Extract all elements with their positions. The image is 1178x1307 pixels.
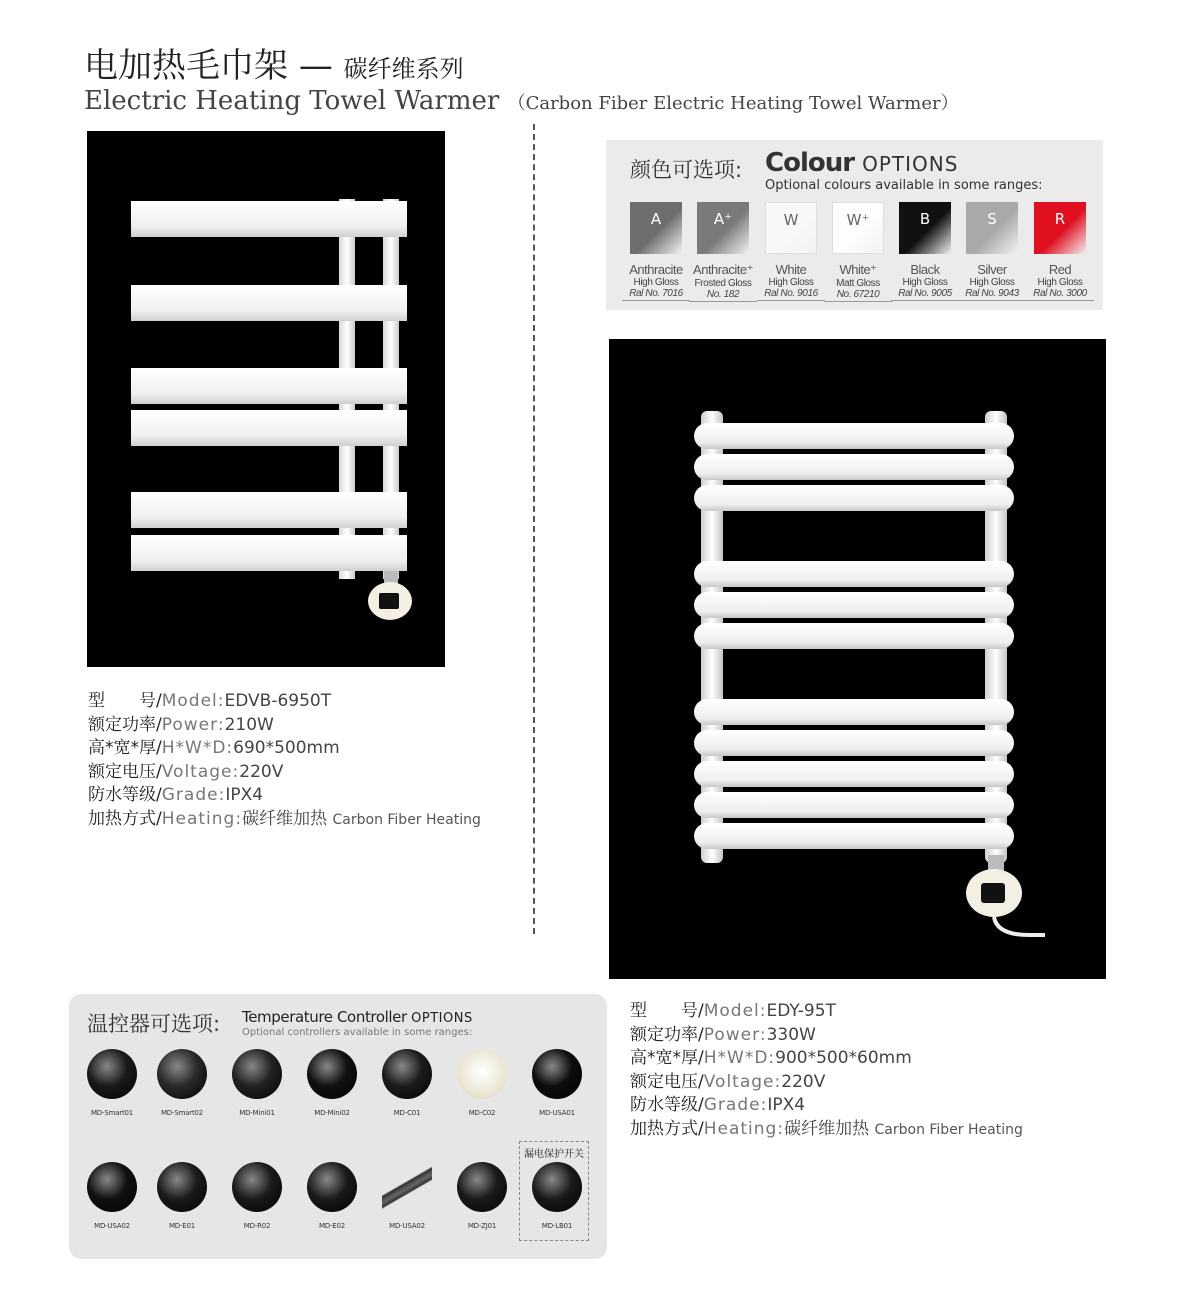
swatch-caption <box>891 262 959 301</box>
controller-label: MD-Smart02 <box>160 1109 204 1117</box>
swatch-finish: High Gloss <box>633 277 679 288</box>
spec-row <box>88 784 481 808</box>
towel-warmer-ladder-image <box>87 131 445 667</box>
towel-rail <box>694 730 1014 756</box>
spec-row <box>630 1047 1023 1071</box>
rod-heater-icon <box>382 1162 432 1212</box>
spec-label-cn: 防水等级/ <box>88 785 162 806</box>
controller-note: Optional controllers available in some ranges: <box>242 1027 473 1038</box>
controller-option[interactable] <box>154 1049 210 1117</box>
cable-coil-icon <box>457 1162 507 1212</box>
controller-label: MD-Smart01 <box>90 1109 134 1117</box>
swatch-caption <box>1026 262 1094 301</box>
towel-rail <box>694 485 1014 511</box>
spec-label-cn: 高*宽*厚/ <box>630 1048 704 1069</box>
spec-value-extra: Carbon Fiber Heating <box>874 1121 1023 1138</box>
page-title-en <box>84 86 959 116</box>
colour-heading-en <box>765 148 958 178</box>
spec-row <box>88 690 481 714</box>
usa-controller-icon <box>87 1162 137 1212</box>
colour-options-panel <box>606 140 1103 310</box>
controller-label: MD-USA02 <box>94 1222 130 1230</box>
controller-option[interactable] <box>229 1162 285 1230</box>
mini-display-icon <box>307 1049 357 1099</box>
controller-label: MD-Mini01 <box>239 1109 275 1117</box>
spec-label-cn: 加热方式/ <box>630 1118 704 1139</box>
spec-value: 220V <box>239 761 284 782</box>
colour-swatch[interactable] <box>832 202 884 254</box>
leakage-switch-title: 漏电保护开关 <box>524 1149 584 1160</box>
spec-separator: : <box>759 1024 767 1045</box>
swatch-letter: A⁺ <box>713 210 733 228</box>
spec-label-cn: 型 号/ <box>630 1001 704 1021</box>
spec-row <box>630 1024 1023 1048</box>
controller-heading-options: OPTIONS <box>411 1011 473 1026</box>
swatch-code: Ral No. 9005 <box>891 288 959 301</box>
smart-dial-icon <box>157 1049 207 1099</box>
title-main-en: Electric Heating Towel Warmer <box>84 86 500 116</box>
colour-swatch[interactable] <box>1034 202 1086 254</box>
controller-label: MD-LB01 <box>541 1222 573 1230</box>
spec-row <box>630 1071 1023 1095</box>
swatch-caption <box>757 262 825 301</box>
towel-rail <box>694 454 1014 480</box>
spec-value: EDY-95T <box>766 1001 836 1021</box>
colour-heading-word: Colour <box>765 148 855 178</box>
controller-option[interactable] <box>154 1162 210 1230</box>
swatch-caption <box>824 262 892 302</box>
spec-label-cn: 额定电压/ <box>630 1071 704 1092</box>
controller-option[interactable] <box>84 1049 140 1117</box>
spec-separator: : <box>760 1095 768 1116</box>
spec-separator: : <box>759 1001 767 1021</box>
spec-label-en: Heating <box>703 1118 778 1139</box>
spec-value: 330W <box>766 1024 816 1045</box>
controller-label: MD-C02 <box>468 1109 496 1117</box>
swatch-caption <box>689 262 757 302</box>
specs-list-product1 <box>88 690 481 833</box>
swatch-letter: R <box>1054 210 1066 228</box>
controller-label: MD-USA02 <box>389 1222 425 1230</box>
spec-value: 220V <box>781 1071 826 1092</box>
controller-option[interactable] <box>529 1049 585 1117</box>
colour-heading-options: OPTIONS <box>862 152 959 176</box>
swatch-letter: B <box>919 210 931 228</box>
title-series-cn: 碳纤维系列 <box>343 55 464 83</box>
controller-label: MD-E01 <box>168 1222 196 1230</box>
swatch-finish: Matt Gloss <box>836 278 880 289</box>
swatch-caption <box>958 262 1026 301</box>
page-title-cn <box>84 38 464 87</box>
spec-label-en: Grade <box>703 1095 761 1116</box>
spec-value-extra: Carbon Fiber Heating <box>332 811 481 828</box>
swatch-name: White <box>775 262 807 277</box>
swatch-code: Ral No. 7016 <box>622 288 690 301</box>
controller-option[interactable] <box>304 1049 360 1117</box>
controller-heading-cn: 温控器可选项: <box>87 1012 221 1036</box>
oval-plug-icon <box>157 1162 207 1212</box>
spec-value: 900*500*60mm <box>775 1048 912 1069</box>
spec-row <box>88 737 481 761</box>
spec-separator: : <box>774 1071 782 1092</box>
spec-value: IPX4 <box>767 1095 806 1116</box>
spec-separator: : <box>226 738 234 759</box>
smart-dial-icon <box>87 1049 137 1099</box>
towel-rail <box>694 699 1014 725</box>
swatch-finish: High Gloss <box>1037 277 1083 288</box>
spec-row <box>630 1000 1023 1024</box>
spec-label-cn: 防水等级/ <box>630 1095 704 1116</box>
swatch-letter: S <box>987 210 997 228</box>
colour-swatch[interactable] <box>899 202 951 254</box>
spec-value: 碳纤维加热 <box>242 808 328 829</box>
swatch-finish: High Gloss <box>768 277 814 288</box>
controller-label: MD-C01 <box>393 1109 421 1117</box>
controller-label: MD-Mini02 <box>314 1109 350 1117</box>
lcd-controller-icon <box>232 1162 282 1212</box>
controller-label: MD-E02 <box>318 1222 346 1230</box>
swatch-name: Red <box>1048 262 1072 277</box>
spec-value: IPX4 <box>225 785 264 806</box>
swatch-code: No. 182 <box>689 289 757 302</box>
usa-controller-icon <box>532 1049 582 1099</box>
mini-display-icon <box>232 1049 282 1099</box>
leakage-switch-icon <box>532 1162 582 1212</box>
swatch-code: Ral No. 9043 <box>958 288 1026 301</box>
spec-value: 690*500mm <box>233 738 340 759</box>
spec-label-en: H*W*D <box>703 1048 769 1069</box>
swatch-caption <box>622 262 690 301</box>
controller-label: MD-R02 <box>243 1222 271 1230</box>
colour-swatch[interactable] <box>966 202 1018 254</box>
spec-row <box>630 1094 1023 1118</box>
colour-swatch[interactable] <box>697 202 749 254</box>
towel-rail <box>694 592 1014 618</box>
spec-value: EDVB-6950T <box>224 691 332 711</box>
spec-label-en: H*W*D <box>161 738 227 759</box>
product-photo-edvb-6950t <box>87 131 445 667</box>
spec-label-en: Heating <box>161 808 236 829</box>
swatch-code: No. 67210 <box>824 289 892 302</box>
swatch-code: Ral No. 3000 <box>1026 288 1094 301</box>
specs-list-product2 <box>630 1000 1023 1143</box>
spec-row <box>88 808 481 833</box>
spec-separator: : <box>768 1048 776 1069</box>
dashed-divider <box>533 124 535 934</box>
spec-separator: : <box>217 691 225 711</box>
swatch-name: Black <box>910 262 940 277</box>
swatch-letter: A <box>650 210 662 228</box>
round-controller-icon <box>382 1049 432 1099</box>
spec-label-en: Model <box>161 691 218 711</box>
wall-box-icon <box>307 1162 357 1212</box>
swatch-name: Anthracite⁺ <box>693 262 753 277</box>
title-dash: — <box>298 46 333 86</box>
spec-label-cn: 型 号/ <box>88 691 162 711</box>
swatch-finish: Frosted Gloss <box>694 278 752 289</box>
spec-row <box>630 1118 1023 1143</box>
controller-options-panel <box>69 994 607 1259</box>
spec-separator: : <box>217 714 225 735</box>
spec-label-en: Power <box>703 1024 760 1045</box>
controller-option[interactable] <box>379 1049 435 1117</box>
spec-value: 碳纤维加热 <box>784 1118 870 1139</box>
spec-row <box>88 761 481 785</box>
colour-note: Optional colours available in some ranges: <box>765 178 1043 193</box>
spec-label-en: Grade <box>161 785 219 806</box>
towel-rail <box>694 792 1014 818</box>
colour-heading-cn: 颜色可选项: <box>630 158 743 182</box>
controller-heading-word: Temperature Controller <box>242 1008 407 1026</box>
spec-label-cn: 高*宽*厚/ <box>88 738 162 759</box>
towel-rail <box>694 823 1014 849</box>
controller-option[interactable] <box>454 1049 510 1117</box>
spec-separator: : <box>232 761 240 782</box>
towel-rail <box>694 761 1014 787</box>
controller-option[interactable] <box>304 1162 360 1230</box>
swatch-letter: W⁺ <box>846 211 870 229</box>
spec-separator: : <box>777 1118 785 1139</box>
controller-heading-en <box>242 1008 473 1026</box>
swatch-letter: W <box>783 211 799 229</box>
controller-option[interactable] <box>529 1162 585 1230</box>
swatch-finish: High Gloss <box>969 277 1015 288</box>
spec-label-cn: 额定电压/ <box>88 761 162 782</box>
spec-separator: : <box>235 808 243 829</box>
spec-label-en: Power <box>161 714 218 735</box>
spec-label-cn: 额定功率/ <box>630 1024 704 1045</box>
spec-label-en: Voltage <box>703 1071 775 1092</box>
product-photo-edy-95t <box>609 339 1106 979</box>
controller-label: MD-ZJ01 <box>467 1222 497 1230</box>
controller-option[interactable] <box>229 1049 285 1117</box>
colour-swatch[interactable] <box>630 202 682 254</box>
swatch-name: Silver <box>977 262 1007 277</box>
controller-option[interactable] <box>84 1162 140 1230</box>
title-sub-en: （Carbon Fiber Electric Heating Towel Warmer） <box>507 93 959 114</box>
controller-option[interactable] <box>454 1162 510 1230</box>
spec-label-cn: 额定功率/ <box>88 714 162 735</box>
title-main-cn: 电加热毛巾架 <box>84 46 288 86</box>
swatch-name: Anthracite <box>629 262 683 277</box>
spec-label-en: Model <box>703 1001 760 1021</box>
swatch-name: White⁺ <box>839 262 877 277</box>
controller-label: MD-USA01 <box>539 1109 575 1117</box>
square-display-icon <box>457 1049 507 1099</box>
towel-rail <box>694 623 1014 649</box>
towel-rail <box>694 423 1014 449</box>
swatch-finish: High Gloss <box>902 277 948 288</box>
towel-warmer-tall-image <box>609 339 1106 979</box>
spec-separator: : <box>218 785 226 806</box>
towel-rail <box>694 561 1014 587</box>
colour-swatch[interactable] <box>765 202 817 254</box>
spec-label-cn: 加热方式/ <box>88 808 162 829</box>
controller-option[interactable] <box>379 1162 435 1230</box>
swatch-code: Ral No. 9016 <box>757 288 825 301</box>
spec-label-en: Voltage <box>161 761 233 782</box>
spec-value: 210W <box>224 714 274 735</box>
spec-row <box>88 714 481 738</box>
